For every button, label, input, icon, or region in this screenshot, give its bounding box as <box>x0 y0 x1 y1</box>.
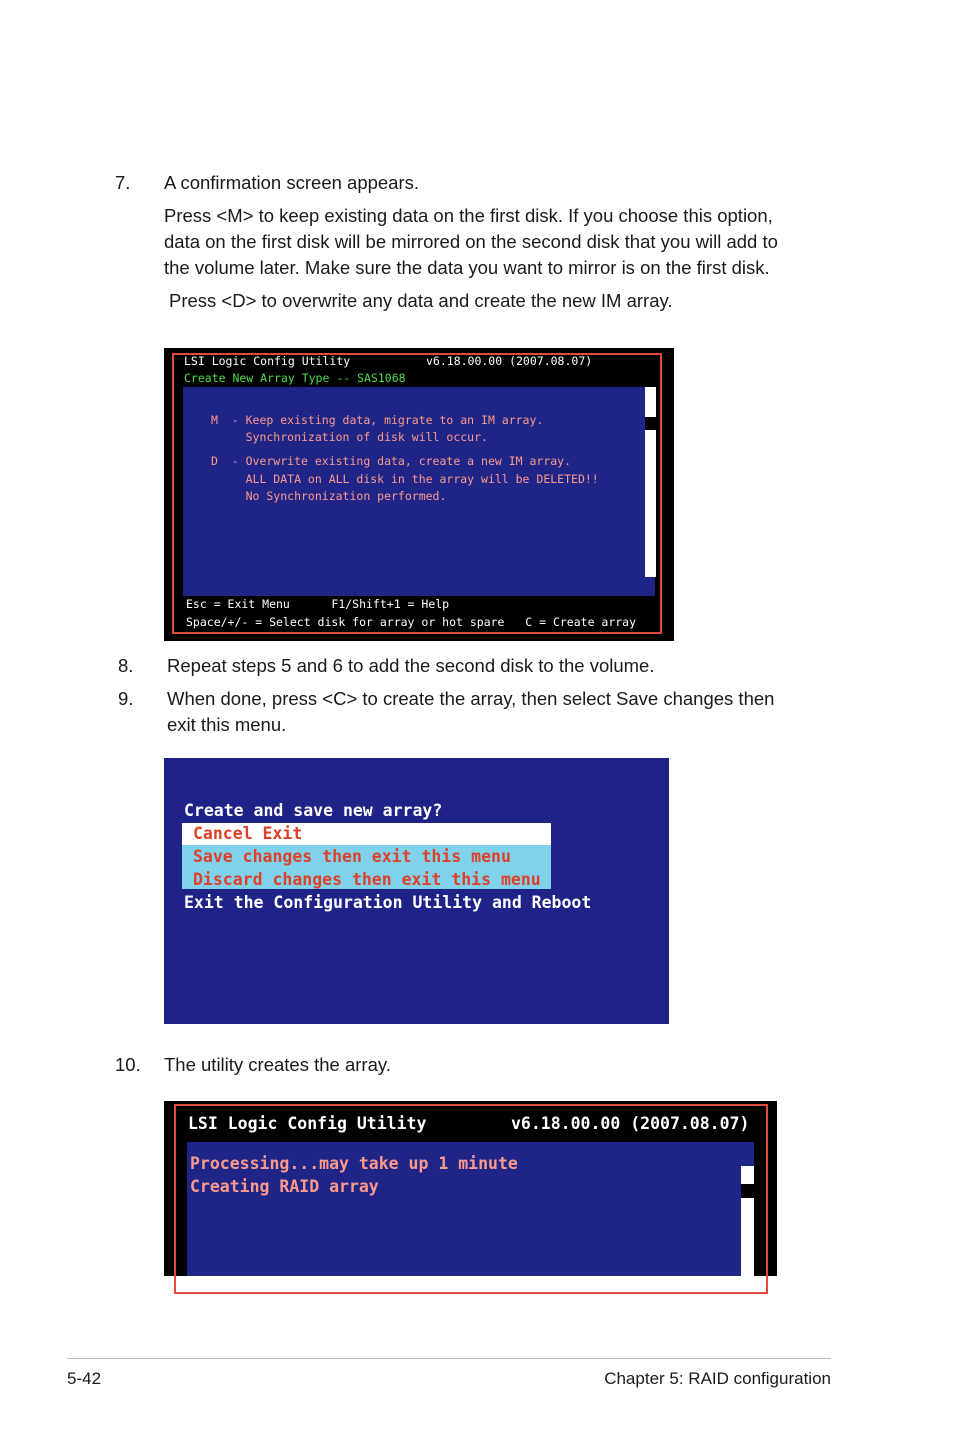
option-d-detail: No Synchronization performed. <box>211 489 447 503</box>
scrollbar[interactable] <box>741 1166 754 1276</box>
key-help-line-1: Esc = Exit Menu F1/Shift+1 = Help <box>186 597 450 611</box>
step-7-number: 7. <box>115 172 131 193</box>
menu-item-save-changes[interactable]: Save changes then exit this menu <box>193 847 511 866</box>
option-m-detail: Synchronization of disk will occur. <box>211 430 488 444</box>
option-d-line: D - Overwrite existing data, create a new IM array. <box>211 454 572 468</box>
step-7-para-line-1: Press <M> to keep existing data on the first disk. If you choose this option, <box>164 205 773 226</box>
step-7-para-line-4: Press <D> to overwrite any data and create the new IM array. <box>169 290 673 311</box>
key-help-line-2: Space/+/- = Select disk for array or hot spare C = Create array <box>186 615 637 629</box>
chapter-title: Chapter 5: RAID configuration <box>604 1369 831 1388</box>
step-10-text: The utility creates the array. <box>164 1054 391 1075</box>
utility-version: v6.18.00.00 (2007.08.07) <box>511 1114 750 1133</box>
bios-screen-processing <box>164 1101 777 1276</box>
step-9-text-line-2: exit this menu. <box>167 714 287 735</box>
processing-message: Processing...may take up 1 minute <box>190 1154 518 1173</box>
scrollbar-thumb-gap <box>741 1184 754 1198</box>
creating-array-message: Creating RAID array <box>190 1177 379 1196</box>
step-10-number: 10. <box>115 1054 141 1075</box>
utility-version: v6.18.00.00 (2007.08.07) <box>426 354 593 368</box>
utility-title: LSI Logic Config Utility <box>184 354 351 368</box>
utility-title: LSI Logic Config Utility <box>188 1114 427 1133</box>
options-panel <box>183 387 655 596</box>
footer-rule <box>67 1358 831 1359</box>
page-number: 5-42 <box>67 1369 102 1388</box>
step-8-number: 8. <box>118 655 134 676</box>
step-7-text: A confirmation screen appears. <box>164 172 420 193</box>
option-d-warning: ALL DATA on ALL disk in the array will be DELETED!! <box>211 472 599 486</box>
step-7-para-line-3: the volume later. Make sure the data you want to mirror is on the first disk. <box>164 257 770 278</box>
scrollbar[interactable] <box>645 387 656 577</box>
option-m-line: M - Keep existing data, migrate to an IM array. <box>211 413 544 427</box>
step-8-text: Repeat steps 5 and 6 to add the second disk to the volume. <box>167 655 655 676</box>
menu-item-discard-changes[interactable]: Discard changes then exit this menu <box>193 870 541 889</box>
scrollbar-thumb-gap <box>645 417 656 430</box>
step-9-number: 9. <box>118 688 134 709</box>
screen-subtitle: Create New Array Type -- SAS1068 <box>184 371 406 385</box>
step-9-text-line-1: When done, press <C> to create the array, then select Save changes then <box>167 688 775 709</box>
step-7-para-line-2: data on the first disk will be mirrored on the second disk that you will add to <box>164 231 778 252</box>
status-panel <box>187 1142 754 1276</box>
save-prompt: Create and save new array? <box>184 801 443 820</box>
menu-item-cancel-exit[interactable]: Cancel Exit <box>193 824 303 843</box>
menu-item-exit-reboot[interactable]: Exit the Configuration Utility and Reboot <box>184 893 592 912</box>
bios-screen-create-array-type <box>164 348 674 641</box>
bios-screen-save-array <box>164 758 669 1024</box>
